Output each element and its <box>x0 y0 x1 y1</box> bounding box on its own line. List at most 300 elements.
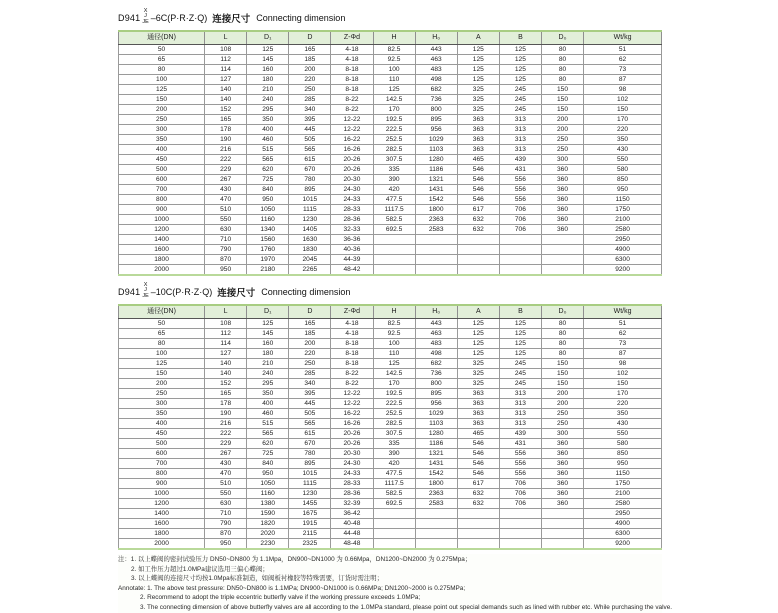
table-cell: 1380 <box>247 499 289 509</box>
table-cell: 112 <box>205 55 247 65</box>
table-cell: 2265 <box>289 265 331 276</box>
table-row <box>119 509 662 519</box>
variant-bottom: JE <box>142 292 149 299</box>
table-cell: 252.5 <box>373 409 415 419</box>
table-cell <box>541 519 583 529</box>
table-cell: 200 <box>541 125 583 135</box>
table-cell: 632 <box>457 489 499 499</box>
table-cell: 956 <box>415 399 457 409</box>
table-cell: 100 <box>373 339 415 349</box>
table-cell: 4-18 <box>331 45 373 55</box>
table-cell: 670 <box>289 439 331 449</box>
table-cell: 390 <box>373 175 415 185</box>
table-cell: 92.5 <box>373 329 415 339</box>
table-cell: 900 <box>119 479 205 489</box>
table-cell: 28-33 <box>331 479 373 489</box>
table-cell: 12-22 <box>331 399 373 409</box>
table-cell: 222.5 <box>373 399 415 409</box>
table-cell: 360 <box>541 195 583 205</box>
table-cell: 8-18 <box>331 359 373 369</box>
table-cell: 360 <box>541 499 583 509</box>
table-cell: 950 <box>584 459 662 469</box>
table-cell: 51 <box>584 319 662 329</box>
table-cell: 1750 <box>584 479 662 489</box>
table-cell: 2100 <box>584 215 662 225</box>
table-cell: 4-18 <box>331 319 373 329</box>
table-cell: 180 <box>247 75 289 85</box>
table-cell: 582.5 <box>373 489 415 499</box>
table-cell: 4900 <box>584 519 662 529</box>
table-cell <box>373 245 415 255</box>
table-cell <box>457 529 499 539</box>
table-cell: 125 <box>499 75 541 85</box>
table-cell: 229 <box>205 165 247 175</box>
table-cell: 710 <box>205 235 247 245</box>
table-cell: 50 <box>119 319 205 329</box>
table-cell: 28-36 <box>331 215 373 225</box>
table-cell: 1405 <box>289 225 331 235</box>
table-cell: 500 <box>119 165 205 175</box>
table-cell <box>499 519 541 529</box>
table-cell <box>373 539 415 550</box>
table-cell: 950 <box>247 195 289 205</box>
table-cell: 335 <box>373 165 415 175</box>
table-cell: 1280 <box>415 155 457 165</box>
table-cell: 463 <box>415 55 457 65</box>
table-cell: 900 <box>119 205 205 215</box>
table-cell: 200 <box>541 389 583 399</box>
table-cell: 65 <box>119 55 205 65</box>
table-cell: 267 <box>205 175 247 185</box>
column-header: B <box>499 305 541 319</box>
table-cell: 12-22 <box>331 115 373 125</box>
table-cell: 125 <box>499 339 541 349</box>
table-cell: 150 <box>119 369 205 379</box>
table-cell: 800 <box>415 105 457 115</box>
table-cell: 470 <box>205 469 247 479</box>
table-row <box>119 539 662 550</box>
table-cell: 465 <box>457 429 499 439</box>
column-header: D₀ <box>541 305 583 319</box>
table-cell <box>541 509 583 519</box>
table-cell: 65 <box>119 329 205 339</box>
table-cell <box>457 265 499 276</box>
table-cell: 2363 <box>415 489 457 499</box>
table-cell: 2000 <box>119 539 205 550</box>
table-cell: 210 <box>247 85 289 95</box>
table-cell: 44-39 <box>331 255 373 265</box>
table-cell: 125 <box>499 319 541 329</box>
table-cell: 556 <box>499 195 541 205</box>
table-cell: 216 <box>205 419 247 429</box>
table-cell: 350 <box>584 409 662 419</box>
variant-mid: J <box>144 13 147 20</box>
table-cell: 152 <box>205 105 247 115</box>
table-cell: 36-42 <box>331 509 373 519</box>
table-cell: 615 <box>289 429 331 439</box>
table-row <box>119 409 662 419</box>
table-cell: 556 <box>499 469 541 479</box>
table-cell: 2180 <box>247 265 289 276</box>
table-cell: 1800 <box>415 479 457 489</box>
table-cell <box>373 529 415 539</box>
table-row <box>119 329 662 339</box>
table-cell: 150 <box>541 95 583 105</box>
table-cell: 1050 <box>247 205 289 215</box>
table-cell: 62 <box>584 329 662 339</box>
table-cell: 170 <box>584 115 662 125</box>
table-cell: 706 <box>499 215 541 225</box>
table-cell: 706 <box>499 205 541 215</box>
table-cell: 1015 <box>289 469 331 479</box>
valve-model: D941 <box>118 287 141 297</box>
table-cell: 245 <box>499 369 541 379</box>
table-cell <box>415 539 457 550</box>
table-cell: 165 <box>205 115 247 125</box>
table-cell: 170 <box>373 379 415 389</box>
table-row <box>119 379 662 389</box>
table-cell: 498 <box>415 75 457 85</box>
table-cell: 4900 <box>584 245 662 255</box>
table-cell: 220 <box>289 349 331 359</box>
table-cell: 360 <box>541 225 583 235</box>
table-cell: 477.5 <box>373 195 415 205</box>
table-cell: 245 <box>499 105 541 115</box>
table-cell: 350 <box>119 409 205 419</box>
table-cell: 313 <box>499 125 541 135</box>
table-cell: 790 <box>205 245 247 255</box>
table-row <box>119 255 662 265</box>
table-cell: 300 <box>119 399 205 409</box>
table-cell: 840 <box>247 185 289 195</box>
table-cell: 165 <box>289 319 331 329</box>
table-cell: 431 <box>499 439 541 449</box>
table-cell: 400 <box>247 399 289 409</box>
table-cell: 546 <box>457 459 499 469</box>
table-cell: 245 <box>499 95 541 105</box>
table-cell: 1321 <box>415 449 457 459</box>
table-row <box>119 185 662 195</box>
table-cell: 515 <box>247 145 289 155</box>
table-cell: 50 <box>119 45 205 55</box>
dimension-table-pn10 <box>118 304 662 550</box>
table-cell <box>541 255 583 265</box>
table-cell: 282.5 <box>373 145 415 155</box>
table-cell: 363 <box>457 115 499 125</box>
table-cell: 800 <box>119 469 205 479</box>
table-cell: 142.5 <box>373 369 415 379</box>
column-header: A <box>457 31 499 45</box>
table-cell <box>373 235 415 245</box>
table-cell: 2363 <box>415 215 457 225</box>
table-cell: 565 <box>289 419 331 429</box>
table-cell: 80 <box>541 75 583 85</box>
table-row <box>119 45 662 55</box>
table-cell: 250 <box>541 409 583 419</box>
table-cell: 252.5 <box>373 135 415 145</box>
table-cell: 98 <box>584 359 662 369</box>
table-cell: 325 <box>457 379 499 389</box>
table-cell: 62 <box>584 55 662 65</box>
table-cell: 1600 <box>119 245 205 255</box>
table-cell: 550 <box>584 429 662 439</box>
table-cell: 2583 <box>415 225 457 235</box>
table-cell: 1560 <box>247 235 289 245</box>
table-cell: 706 <box>499 225 541 235</box>
table-cell: 150 <box>541 379 583 389</box>
table-cell: 556 <box>499 459 541 469</box>
table-cell: 51 <box>584 45 662 55</box>
table-cell: 125 <box>373 85 415 95</box>
table-row <box>119 399 662 409</box>
table-cell: 48-48 <box>331 539 373 550</box>
table-cell: 2950 <box>584 509 662 519</box>
table-cell: 4-18 <box>331 55 373 65</box>
column-header: H₀ <box>415 305 457 319</box>
table-cell: 620 <box>247 439 289 449</box>
footnotes <box>118 554 673 613</box>
table-cell: 956 <box>415 125 457 135</box>
table-cell: 1103 <box>415 145 457 155</box>
table-cell: 556 <box>499 185 541 195</box>
table-cell <box>373 509 415 519</box>
table-cell: 250 <box>541 135 583 145</box>
table-row <box>119 339 662 349</box>
table-cell <box>499 265 541 276</box>
table-cell: 498 <box>415 349 457 359</box>
table-cell: 725 <box>247 449 289 459</box>
table-cell: 670 <box>289 165 331 175</box>
note-en-2: 2. Recommend to adopt the triple eccentric butterfly valve if the working pressure exceeds 1.0MPa; <box>140 594 421 602</box>
note-en-3: 3. The connecting dimension of above butterfly valves are all according to the 1.0MPa standard, please point out special demands such as lined with rubber etc. While purchasing the valve. <box>140 603 673 611</box>
column-header: H <box>373 31 415 45</box>
table-cell: 160 <box>247 339 289 349</box>
table-cell: 87 <box>584 349 662 359</box>
table-cell: 460 <box>247 409 289 419</box>
column-header: Wt/kg <box>584 305 662 319</box>
pressure-spec: –6C(P·R·Z·Q) <box>150 13 208 23</box>
table-cell: 282.5 <box>373 419 415 429</box>
table-cell <box>415 265 457 276</box>
table-cell: 145 <box>247 55 289 65</box>
table-cell: 443 <box>415 319 457 329</box>
table-cell: 307.5 <box>373 155 415 165</box>
table-cell: 20-26 <box>331 439 373 449</box>
table-cell <box>457 245 499 255</box>
table-cell: 1630 <box>289 235 331 245</box>
table-cell: 505 <box>289 409 331 419</box>
table-cell: 1230 <box>289 489 331 499</box>
table-cell: 1750 <box>584 205 662 215</box>
table-cell: 250 <box>289 359 331 369</box>
table-cell: 565 <box>247 155 289 165</box>
table-cell: 20-30 <box>331 449 373 459</box>
table-cell: 8-18 <box>331 339 373 349</box>
table-row <box>119 135 662 145</box>
table-cell: 1431 <box>415 185 457 195</box>
table-cell: 4-18 <box>331 329 373 339</box>
table-cell: 240 <box>247 369 289 379</box>
table-cell: 114 <box>205 65 247 75</box>
table-cell: 140 <box>205 369 247 379</box>
table-row <box>119 439 662 449</box>
table-cell: 125 <box>499 55 541 65</box>
table-cell: 556 <box>499 175 541 185</box>
column-header: 通径(DN) <box>119 305 205 319</box>
column-header: 通径(DN) <box>119 31 205 45</box>
table-cell: 150 <box>541 359 583 369</box>
table-cell: 313 <box>499 419 541 429</box>
table-row <box>119 265 662 276</box>
table-cell: 617 <box>457 479 499 489</box>
table-cell: 736 <box>415 369 457 379</box>
table-cell: 706 <box>499 499 541 509</box>
table-cell: 460 <box>247 135 289 145</box>
table-cell: 28-36 <box>331 489 373 499</box>
table-cell: 363 <box>457 409 499 419</box>
table-cell: 110 <box>373 75 415 85</box>
table-cell: 180 <box>247 349 289 359</box>
table-cell: 8-18 <box>331 349 373 359</box>
table-cell: 313 <box>499 115 541 125</box>
table-cell: 1117.5 <box>373 205 415 215</box>
table-row <box>119 195 662 205</box>
table-row <box>119 175 662 185</box>
table-cell: 73 <box>584 339 662 349</box>
table-cell <box>541 539 583 550</box>
table-cell: 790 <box>205 519 247 529</box>
table-cell: 950 <box>584 185 662 195</box>
table-cell: 360 <box>541 449 583 459</box>
table-cell: 580 <box>584 165 662 175</box>
table-cell: 363 <box>457 389 499 399</box>
table-cell: 1230 <box>289 215 331 225</box>
table-cell: 360 <box>541 469 583 479</box>
table-cell: 340 <box>289 379 331 389</box>
table-cell: 630 <box>205 225 247 235</box>
table-cell: 895 <box>289 459 331 469</box>
table-cell: 192.5 <box>373 389 415 399</box>
column-header: Z-Φd <box>331 305 373 319</box>
table-cell: 420 <box>373 185 415 195</box>
table-cell: 632 <box>457 215 499 225</box>
table-cell: 580 <box>584 439 662 449</box>
table-cell: 170 <box>584 389 662 399</box>
table-cell: 44-48 <box>331 529 373 539</box>
table-cell <box>415 529 457 539</box>
table-cell: 395 <box>289 389 331 399</box>
table-cell: 40-48 <box>331 519 373 529</box>
table-cell: 150 <box>541 369 583 379</box>
table-cell: 565 <box>289 145 331 155</box>
table-cell: 390 <box>373 449 415 459</box>
table-cell: 1400 <box>119 509 205 519</box>
table-row <box>119 499 662 509</box>
table-cell: 430 <box>205 459 247 469</box>
table-cell: 1186 <box>415 439 457 449</box>
note-cn-2: 2. 如工作压力超过1.0MPa建议选用三偏心蝶阀； <box>131 565 269 573</box>
table-cell: 780 <box>289 449 331 459</box>
table-cell: 439 <box>499 155 541 165</box>
table-cell: 706 <box>499 479 541 489</box>
table-cell: 32-33 <box>331 225 373 235</box>
catalog-page <box>118 6 673 613</box>
table-cell: 220 <box>584 125 662 135</box>
table-cell: 12-22 <box>331 389 373 399</box>
table-cell: 1542 <box>415 195 457 205</box>
table-cell: 24-30 <box>331 459 373 469</box>
table-cell: 565 <box>247 429 289 439</box>
table-cell: 1830 <box>289 245 331 255</box>
table-cell: 360 <box>541 459 583 469</box>
table-cell: 20-26 <box>331 155 373 165</box>
table-cell: 6300 <box>584 255 662 265</box>
table-cell: 725 <box>247 175 289 185</box>
table-cell: 222 <box>205 429 247 439</box>
table-cell: 1800 <box>119 529 205 539</box>
table-cell: 80 <box>119 65 205 75</box>
table-cell <box>541 245 583 255</box>
note-cn-1: 注：1. 以上蝶阀的密封试验压力 DN50~DN800 为 1.1Mpa，DN900~DN1000 为 0.66Mpa，DN1200~DN2000 为 0.275Mpa； <box>118 556 472 563</box>
table-cell: 2583 <box>415 499 457 509</box>
table-row <box>119 235 662 245</box>
table-cell: 360 <box>541 215 583 225</box>
table-cell: 1115 <box>289 205 331 215</box>
header-row <box>119 305 662 319</box>
table-cell: 360 <box>541 175 583 185</box>
pressure-spec: –10C(P·R·Z·Q) <box>150 287 213 297</box>
table-cell: 16-26 <box>331 145 373 155</box>
table-cell: 617 <box>457 205 499 215</box>
table-cell: 546 <box>457 439 499 449</box>
table-cell: 140 <box>205 85 247 95</box>
table-row <box>119 65 662 75</box>
table-cell: 285 <box>289 95 331 105</box>
table-cell <box>499 539 541 550</box>
table-cell: 73 <box>584 65 662 75</box>
table-cell: 483 <box>415 339 457 349</box>
table-cell: 125 <box>499 45 541 55</box>
table-cell: 470 <box>205 195 247 205</box>
column-header: D₀ <box>541 31 583 45</box>
table-cell: 142.5 <box>373 95 415 105</box>
column-header: A <box>457 305 499 319</box>
table-cell <box>457 519 499 529</box>
table-cell <box>415 509 457 519</box>
table-cell: 325 <box>457 359 499 369</box>
table-cell: 28-33 <box>331 205 373 215</box>
table-cell <box>457 539 499 550</box>
table-cell: 1321 <box>415 175 457 185</box>
table-cell: 546 <box>457 469 499 479</box>
table-cell <box>457 509 499 519</box>
table-cell: 445 <box>289 125 331 135</box>
table-cell: 295 <box>247 379 289 389</box>
table-cell: 736 <box>415 95 457 105</box>
table-cell: 1050 <box>247 479 289 489</box>
column-header: D₁ <box>247 31 289 45</box>
table-cell: 24-33 <box>331 469 373 479</box>
table-cell: 165 <box>289 45 331 55</box>
table-cell <box>415 235 457 245</box>
table-cell: 1800 <box>119 255 205 265</box>
table-cell <box>457 255 499 265</box>
table-cell: 870 <box>205 255 247 265</box>
table-cell <box>499 235 541 245</box>
table-cell: 1015 <box>289 195 331 205</box>
table-cell: 700 <box>119 185 205 195</box>
table-cell: 192.5 <box>373 115 415 125</box>
